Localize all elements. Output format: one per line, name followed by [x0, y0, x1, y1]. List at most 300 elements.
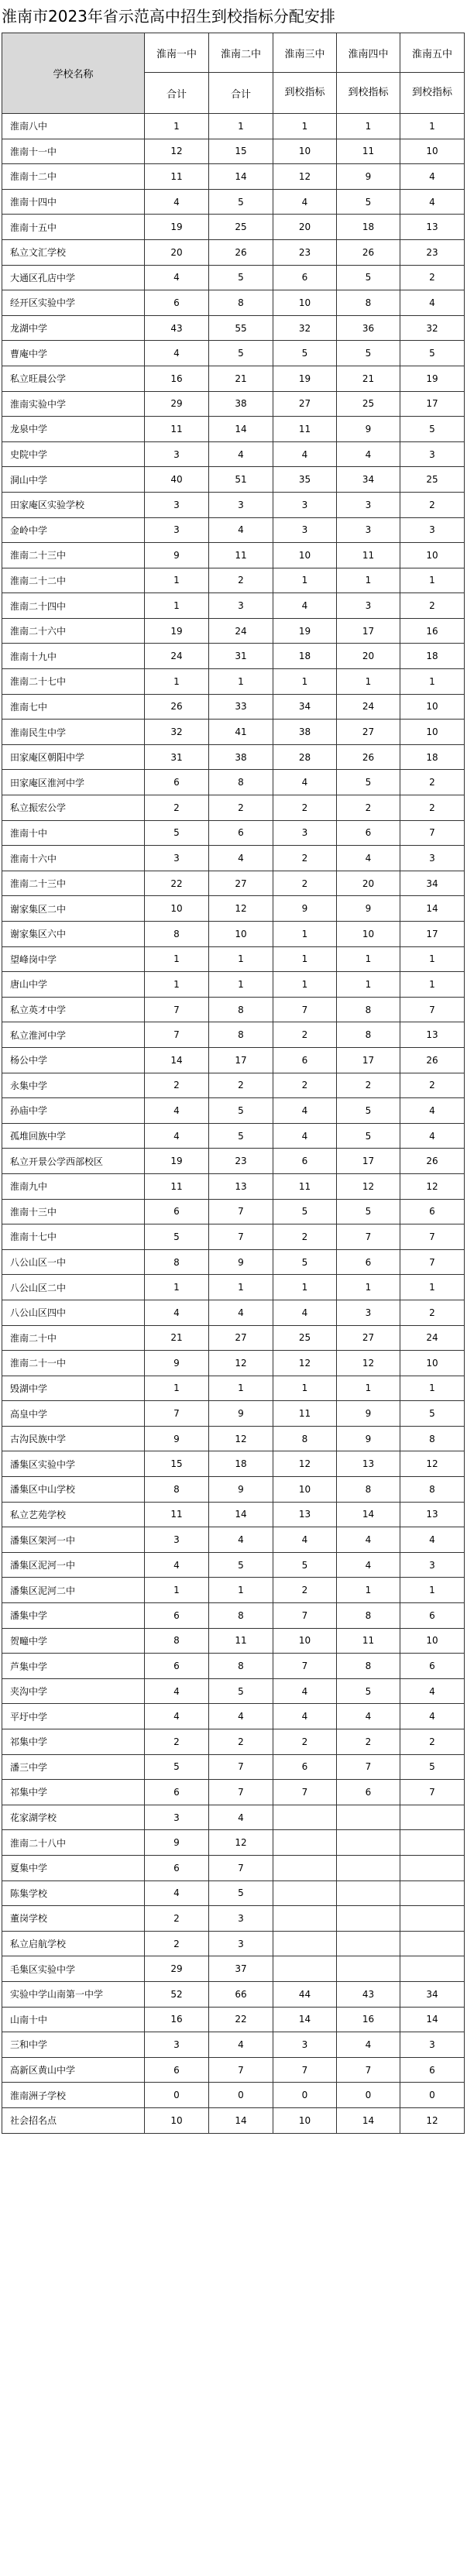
table-row [2, 694, 465, 720]
quota-cell: 6 [145, 2057, 209, 2083]
quota-cell: 7 [273, 2057, 337, 2083]
school-name-cell: 八公山区二中 [2, 1275, 145, 1300]
table-body [2, 114, 465, 2134]
quota-cell: 4 [145, 1880, 209, 1906]
quota-cell: 3 [145, 2032, 209, 2058]
quota-cell: 20 [337, 644, 400, 669]
quota-cell: 4 [400, 1678, 465, 1704]
quota-cell: 24 [145, 644, 209, 669]
quota-cell: 43 [145, 315, 209, 341]
school-name-cell: 潘集中学 [2, 1603, 145, 1629]
school-name-cell: 私立英才中学 [2, 997, 145, 1022]
quota-cell: 17 [400, 922, 465, 947]
quota-cell [273, 1906, 337, 1932]
quota-cell: 11 [337, 1628, 400, 1654]
quota-cell: 4 [209, 1704, 273, 1729]
quota-cell: 26 [400, 1047, 465, 1073]
quota-cell: 10 [400, 694, 465, 720]
quota-cell: 16 [145, 2007, 209, 2032]
quota-cell: 12 [209, 1830, 273, 1856]
quota-cell: 12 [337, 1351, 400, 1376]
quota-cell: 7 [145, 997, 209, 1022]
quota-cell: 12 [273, 1451, 337, 1477]
quota-cell: 10 [400, 1351, 465, 1376]
quota-cell: 5 [209, 1678, 273, 1704]
quota-cell: 6 [145, 1855, 209, 1880]
quota-cell: 1 [145, 114, 209, 139]
quota-cell: 13 [337, 1451, 400, 1477]
quota-cell: 4 [400, 1704, 465, 1729]
quota-cell: 2 [400, 770, 465, 795]
table-row [2, 1426, 465, 1451]
table-row [2, 1603, 465, 1629]
quota-cell: 1 [400, 568, 465, 593]
quota-cell: 11 [273, 417, 337, 442]
quota-cell: 4 [145, 1123, 209, 1149]
quota-cell: 0 [273, 2083, 337, 2108]
quota-cell: 18 [400, 744, 465, 770]
quota-cell: 8 [209, 290, 273, 316]
quota-cell: 6 [273, 1047, 337, 1073]
quota-cell: 14 [400, 896, 465, 922]
quota-cell: 2 [145, 1729, 209, 1755]
school-name-cell: 私立艺苑学校 [2, 1502, 145, 1527]
quota-cell: 40 [145, 467, 209, 493]
table-row [2, 1149, 465, 1174]
school-name-cell: 古沟民族中学 [2, 1426, 145, 1451]
table-row [2, 1502, 465, 1527]
quota-cell: 3 [145, 846, 209, 871]
quota-cell: 10 [273, 2107, 337, 2133]
quota-cell: 9 [337, 417, 400, 442]
quota-cell: 3 [273, 820, 337, 846]
quota-cell: 3 [273, 517, 337, 543]
quota-cell: 5 [209, 1123, 273, 1149]
table-row [2, 1578, 465, 1603]
quota-cell: 4 [273, 189, 337, 215]
table-row [2, 820, 465, 846]
table-row [2, 946, 465, 972]
quota-cell: 19 [273, 618, 337, 644]
quota-cell: 7 [337, 1224, 400, 1250]
quota-cell: 11 [145, 417, 209, 442]
table-row [2, 1073, 465, 1098]
school-name-cell: 花家湖学校 [2, 1805, 145, 1830]
quota-cell: 3 [209, 593, 273, 619]
table-row [2, 1401, 465, 1427]
quota-cell: 0 [209, 2083, 273, 2108]
quota-cell [337, 1855, 400, 1880]
school-name-cell: 淮南实验中学 [2, 391, 145, 417]
quota-cell: 10 [273, 1477, 337, 1503]
table-row [2, 871, 465, 896]
table-row [2, 290, 465, 316]
school-name-cell: 私立淮河中学 [2, 1022, 145, 1048]
table-row [2, 1047, 465, 1073]
school-name-cell: 夏集中学 [2, 1855, 145, 1880]
quota-cell: 1 [400, 114, 465, 139]
table-row [2, 770, 465, 795]
quota-cell: 22 [209, 2007, 273, 2032]
quota-cell: 7 [209, 1754, 273, 1780]
quota-cell: 4 [273, 770, 337, 795]
school-name-cell: 淮南十五中 [2, 215, 145, 240]
school-name-cell: 田家庵区淮河中学 [2, 770, 145, 795]
table-row [2, 1199, 465, 1224]
quota-cell: 25 [337, 391, 400, 417]
quota-cell: 1 [145, 593, 209, 619]
quota-cell: 9 [209, 1401, 273, 1427]
school-name-cell: 田家庵区实验学校 [2, 492, 145, 517]
quota-table [2, 33, 465, 2134]
quota-cell: 5 [145, 820, 209, 846]
quota-cell: 10 [145, 896, 209, 922]
column-header-school-1: 淮南一中 [145, 33, 209, 73]
quota-cell: 4 [209, 846, 273, 871]
quota-cell: 1 [209, 114, 273, 139]
quota-cell: 12 [273, 164, 337, 190]
table-row [2, 1956, 465, 1982]
school-name-cell: 淮南七中 [2, 694, 145, 720]
quota-cell: 2 [400, 492, 465, 517]
school-name-cell: 芦集中学 [2, 1654, 145, 1679]
table-row [2, 593, 465, 619]
quota-cell: 7 [273, 1780, 337, 1805]
school-name-cell: 淮南民生中学 [2, 720, 145, 745]
quota-cell: 4 [400, 164, 465, 190]
table-row [2, 1654, 465, 1679]
quota-cell: 17 [209, 1047, 273, 1073]
quota-cell: 4 [209, 441, 273, 467]
quota-cell: 6 [145, 1603, 209, 1629]
school-name-cell: 毛集区实验中学 [2, 1956, 145, 1982]
school-name-cell: 淮南九中 [2, 1173, 145, 1199]
quota-cell: 2 [337, 1073, 400, 1098]
quota-cell: 5 [337, 265, 400, 290]
quota-cell: 17 [337, 618, 400, 644]
quota-cell: 5 [337, 1199, 400, 1224]
table-row [2, 795, 465, 821]
table-row [2, 1678, 465, 1704]
quota-cell: 9 [209, 1477, 273, 1503]
quota-cell: 1 [273, 922, 337, 947]
quota-cell: 20 [337, 871, 400, 896]
quota-cell: 14 [400, 2007, 465, 2032]
table-row [2, 239, 465, 265]
quota-cell: 32 [145, 720, 209, 745]
quota-cell: 14 [273, 2007, 337, 2032]
quota-cell: 4 [400, 1527, 465, 1553]
quota-cell: 5 [273, 341, 337, 366]
table-row [2, 896, 465, 922]
table-row [2, 517, 465, 543]
quota-cell: 31 [209, 644, 273, 669]
school-name-cell: 谢家集区二中 [2, 896, 145, 922]
quota-cell: 8 [145, 1477, 209, 1503]
quota-cell: 66 [209, 1981, 273, 2007]
quota-cell: 12 [400, 1173, 465, 1199]
table-row [2, 1123, 465, 1149]
quota-cell: 1 [273, 946, 337, 972]
quota-cell: 3 [209, 1906, 273, 1932]
quota-cell: 4 [145, 1678, 209, 1704]
school-name-cell: 毁湖中学 [2, 1376, 145, 1401]
quota-cell: 2 [273, 1729, 337, 1755]
quota-cell: 7 [273, 997, 337, 1022]
quota-cell: 13 [400, 1502, 465, 1527]
school-name-cell: 八公山区一中 [2, 1249, 145, 1275]
quota-cell: 3 [400, 441, 465, 467]
quota-cell: 7 [400, 1780, 465, 1805]
quota-cell: 21 [209, 366, 273, 391]
quota-cell [400, 1906, 465, 1932]
subheader-school-3: 到校指标 [273, 73, 337, 114]
quota-cell: 12 [209, 896, 273, 922]
school-name-cell: 淮南二十四中 [2, 593, 145, 619]
school-name-cell: 谢家集区六中 [2, 922, 145, 947]
quota-cell: 7 [400, 1224, 465, 1250]
school-name-cell: 唐山中学 [2, 972, 145, 998]
quota-cell: 52 [145, 1981, 209, 2007]
quota-cell: 12 [337, 1173, 400, 1199]
quota-cell: 9 [145, 1426, 209, 1451]
quota-cell: 4 [145, 341, 209, 366]
quota-cell: 25 [209, 215, 273, 240]
quota-cell: 4 [209, 2032, 273, 2058]
quota-cell: 10 [145, 2107, 209, 2133]
table-row [2, 1275, 465, 1300]
school-name-cell: 贺疃中学 [2, 1628, 145, 1654]
quota-cell: 4 [273, 1704, 337, 1729]
quota-cell: 1 [145, 669, 209, 695]
quota-cell: 9 [145, 1351, 209, 1376]
quota-cell: 38 [273, 720, 337, 745]
table-row [2, 2032, 465, 2058]
quota-cell: 25 [400, 467, 465, 493]
quota-cell: 3 [337, 492, 400, 517]
school-name-cell: 淮南洲子学校 [2, 2083, 145, 2108]
table-row [2, 669, 465, 695]
school-name-cell: 龙湖中学 [2, 315, 145, 341]
school-name-cell: 山南十中 [2, 2007, 145, 2032]
quota-cell: 4 [209, 1527, 273, 1553]
table-row [2, 391, 465, 417]
quota-cell: 5 [273, 1199, 337, 1224]
quota-cell: 27 [337, 1325, 400, 1351]
quota-cell: 11 [145, 1173, 209, 1199]
quota-cell: 1 [209, 946, 273, 972]
quota-cell: 43 [337, 1981, 400, 2007]
table-row [2, 1628, 465, 1654]
table-row [2, 1805, 465, 1830]
quota-cell: 12 [273, 1351, 337, 1376]
school-name-cell: 私立启航学校 [2, 1931, 145, 1956]
quota-cell: 8 [337, 1477, 400, 1503]
quota-cell: 4 [273, 1527, 337, 1553]
page-title: 淮南市2023年省示范高中招生到校指标分配安排 [2, 7, 335, 26]
school-name-cell: 私立振宏公学 [2, 795, 145, 821]
school-name-cell: 祁集中学 [2, 1780, 145, 1805]
quota-cell: 2 [145, 1906, 209, 1932]
quota-cell: 11 [209, 543, 273, 568]
school-name-cell: 淮南二十八中 [2, 1830, 145, 1856]
table-row [2, 1098, 465, 1124]
quota-cell: 6 [400, 1654, 465, 1679]
quota-cell: 5 [400, 1401, 465, 1427]
table-row [2, 618, 465, 644]
quota-cell: 3 [400, 2032, 465, 2058]
table-row [2, 1729, 465, 1755]
quota-cell: 1 [209, 972, 273, 998]
subheader-school-1: 合计 [145, 73, 209, 114]
quota-cell: 4 [145, 1300, 209, 1325]
quota-cell: 10 [273, 290, 337, 316]
quota-cell: 24 [337, 694, 400, 720]
table-row [2, 1022, 465, 1048]
quota-cell: 5 [145, 1754, 209, 1780]
quota-cell: 14 [209, 1502, 273, 1527]
school-name-cell: 淮南二十三中 [2, 543, 145, 568]
quota-cell: 7 [209, 1855, 273, 1880]
quota-cell: 11 [145, 164, 209, 190]
quota-cell: 19 [145, 618, 209, 644]
table-row [2, 720, 465, 745]
quota-cell: 2 [273, 846, 337, 871]
quota-cell: 7 [273, 1603, 337, 1629]
quota-cell: 1 [209, 1578, 273, 1603]
school-name-cell: 淮南十七中 [2, 1224, 145, 1250]
quota-cell: 14 [337, 2107, 400, 2133]
table-row [2, 922, 465, 947]
quota-cell: 18 [273, 644, 337, 669]
quota-cell: 9 [337, 896, 400, 922]
quota-cell: 1 [209, 1275, 273, 1300]
quota-cell: 20 [273, 215, 337, 240]
quota-cell: 2 [400, 1073, 465, 1098]
quota-cell: 2 [209, 795, 273, 821]
quota-cell: 27 [209, 871, 273, 896]
quota-cell: 1 [337, 114, 400, 139]
quota-cell: 1 [273, 669, 337, 695]
quota-cell: 6 [273, 265, 337, 290]
quota-cell: 17 [400, 391, 465, 417]
quota-cell: 16 [337, 2007, 400, 2032]
quota-cell: 4 [337, 1552, 400, 1578]
quota-cell: 3 [337, 593, 400, 619]
quota-cell: 13 [209, 1173, 273, 1199]
table-row [2, 1880, 465, 1906]
school-name-cell: 平圩中学 [2, 1704, 145, 1729]
quota-cell: 10 [400, 1628, 465, 1654]
quota-cell: 1 [145, 1275, 209, 1300]
quota-cell [273, 1830, 337, 1856]
quota-cell: 1 [273, 568, 337, 593]
table-row [2, 1780, 465, 1805]
school-name-cell: 龙泉中学 [2, 417, 145, 442]
quota-cell: 3 [145, 517, 209, 543]
quota-cell: 23 [273, 239, 337, 265]
table-row [2, 417, 465, 442]
quota-cell: 11 [209, 1628, 273, 1654]
quota-cell: 14 [209, 164, 273, 190]
quota-cell: 3 [145, 492, 209, 517]
quota-cell: 6 [145, 290, 209, 316]
school-name-cell: 经开区实验中学 [2, 290, 145, 316]
table-row [2, 2057, 465, 2083]
quota-cell: 37 [209, 1956, 273, 1982]
quota-cell: 2 [273, 1578, 337, 1603]
quota-cell: 8 [209, 1022, 273, 1048]
quota-cell: 2 [209, 568, 273, 593]
table-row [2, 1830, 465, 1856]
quota-cell: 2 [337, 795, 400, 821]
quota-cell: 8 [337, 1603, 400, 1629]
table-row [2, 441, 465, 467]
quota-cell: 8 [145, 1249, 209, 1275]
quota-cell: 8 [400, 1426, 465, 1451]
school-name-cell: 淮南二十一中 [2, 1351, 145, 1376]
quota-cell: 6 [145, 1654, 209, 1679]
quota-cell: 1 [273, 1376, 337, 1401]
quota-cell: 11 [145, 1502, 209, 1527]
quota-cell: 1 [273, 972, 337, 998]
table-row [2, 1224, 465, 1250]
quota-cell: 3 [209, 492, 273, 517]
quota-cell: 13 [273, 1502, 337, 1527]
quota-cell: 6 [145, 1780, 209, 1805]
quota-cell: 9 [337, 1426, 400, 1451]
quota-cell [273, 1855, 337, 1880]
table-row [2, 2083, 465, 2108]
school-name-cell: 淮南十中 [2, 820, 145, 846]
quota-cell: 5 [337, 1123, 400, 1149]
quota-cell: 6 [337, 820, 400, 846]
quota-cell: 26 [145, 694, 209, 720]
quota-cell: 34 [337, 467, 400, 493]
quota-cell: 9 [209, 1249, 273, 1275]
quota-cell: 8 [337, 1654, 400, 1679]
table-row [2, 972, 465, 998]
table-row [2, 189, 465, 215]
school-name-cell: 淮南十六中 [2, 846, 145, 871]
quota-cell: 10 [400, 139, 465, 164]
quota-cell: 31 [145, 744, 209, 770]
school-name-cell: 杨公中学 [2, 1047, 145, 1073]
quota-cell: 7 [337, 1754, 400, 1780]
table-row [2, 1704, 465, 1729]
quota-cell: 1 [337, 568, 400, 593]
table-row [2, 2107, 465, 2133]
quota-cell: 8 [273, 1426, 337, 1451]
school-name-cell: 洞山中学 [2, 467, 145, 493]
quota-cell: 55 [209, 315, 273, 341]
quota-cell: 15 [145, 1451, 209, 1477]
quota-cell: 6 [337, 1249, 400, 1275]
quota-cell: 7 [400, 1249, 465, 1275]
quota-cell: 41 [209, 720, 273, 745]
quota-cell: 4 [337, 441, 400, 467]
quota-cell: 4 [145, 1098, 209, 1124]
school-name-cell: 淮南十九中 [2, 644, 145, 669]
quota-cell [400, 1805, 465, 1830]
quota-cell [337, 1880, 400, 1906]
quota-cell: 8 [209, 997, 273, 1022]
quota-cell: 4 [273, 593, 337, 619]
quota-cell: 8 [209, 770, 273, 795]
quota-cell: 36 [337, 315, 400, 341]
quota-cell: 1 [400, 1275, 465, 1300]
quota-cell: 1 [273, 114, 337, 139]
